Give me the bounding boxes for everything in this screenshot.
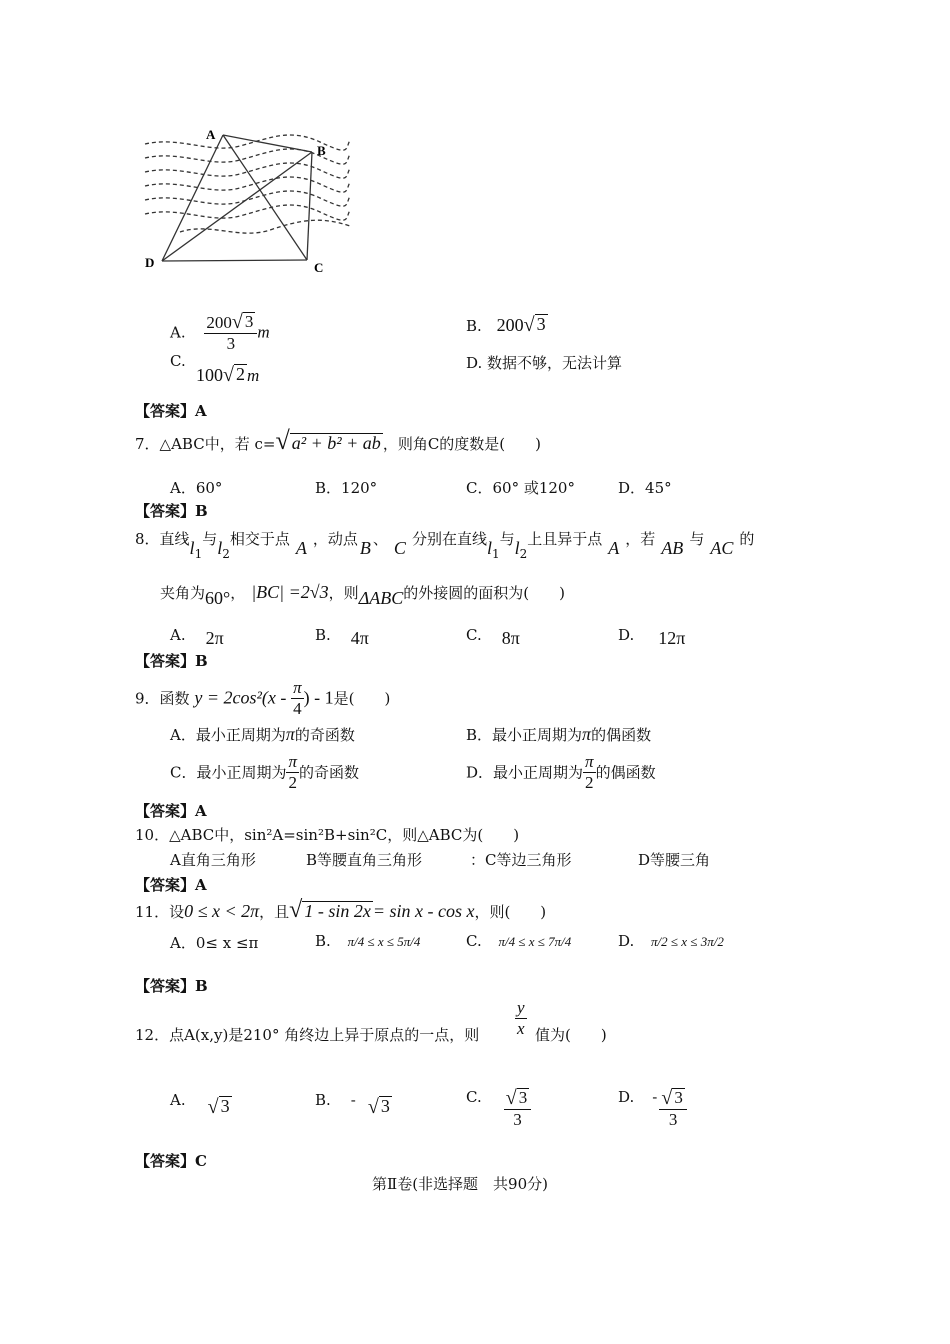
q11-option-a: A．0≤ x ≤π — [170, 934, 259, 952]
q9-stem: 9．函数 y = 2cos²(x - $\frac{\pi}{4}$ ) - 1是( ) — [135, 678, 391, 718]
q8-answer: 【答案】B — [135, 652, 208, 670]
q10-option-c: ：C等边三角形 — [470, 851, 572, 869]
figure-label-b: B — [317, 143, 326, 158]
q12-option-a: A. √ 3 — [170, 1090, 230, 1118]
q9-option-c: C．最小正周期为 $\frac{\pi}{2}$ 的奇函数 — [170, 752, 360, 792]
q12-fraction: $\frac{y}{x}$ — [517, 998, 525, 1038]
q11-option-d: D. π/2 ≤ x ≤ 3π/2 — [618, 932, 724, 950]
q12-stem: 12．点A(x,y)是210° 角终边上异于原点的一点，则 — [135, 1026, 480, 1044]
q10-option-d: D等腰三角 — [638, 851, 711, 869]
q6-option-b: B. 200 √ 3 — [466, 313, 546, 336]
q8-stem-line1: 8．直线$l_1$与$l_2$相交于点 A ，动点 B 、 C 分别在直线$l_1$与$l_2$上且异于点 A ，若 AB 与 AC 的 — [135, 530, 755, 561]
q12-answer: 【答案】C — [135, 1152, 207, 1170]
figure-label-a: A — [206, 127, 216, 142]
q12-suffix: 值为( ) — [535, 1026, 607, 1044]
q6-option-d: D. 数据不够，无法计算 — [466, 354, 623, 372]
q9-option-d: D．最小正周期为 $\frac{\pi}{2}$ 的偶函数 — [466, 752, 656, 792]
q8-option-d: D. 12π — [618, 626, 686, 648]
figure-label-c: C — [314, 260, 324, 275]
q9-option-b: B．最小正周期为π的偶函数 — [466, 724, 652, 744]
q7-option-c: C．60° 或120° — [466, 479, 575, 497]
q10-option-a: A直角三角形 — [170, 851, 256, 869]
q6-answer: 【答案】A — [135, 402, 207, 420]
section-title: 第Ⅱ卷(非选择题 共90分) — [372, 1175, 548, 1193]
q7-option-a: A．60° — [170, 479, 223, 497]
q12-option-b: B. - √ 3 — [315, 1090, 390, 1118]
q9-answer: 【答案】A — [135, 802, 207, 820]
q7-option-b: B．120° — [315, 479, 378, 497]
q12-option-c: C. √ 3 3 — [466, 1088, 531, 1129]
q7-answer: 【答案】B — [135, 502, 208, 520]
q6-option-c: 100 √ 2 m — [196, 363, 260, 386]
q11-option-c: C. π/4 ≤ x ≤ 7π/4 — [466, 932, 572, 950]
q10-option-b: B等腰直角三角形 — [306, 851, 423, 869]
quadrilateral-figure — [140, 122, 355, 277]
q8-option-c: C. 8π — [466, 626, 520, 648]
q9-option-a: A．最小正周期为π的奇函数 — [170, 724, 355, 744]
q11-answer: 【答案】B — [135, 977, 208, 995]
q10-stem: 10．△ABC中，sin²A=sin²B+sin²C，则△ABC为( ) — [135, 826, 520, 844]
q11-option-b: B. π/4 ≤ x ≤ 5π/4 — [315, 932, 421, 950]
q10-answer: 【答案】A — [135, 876, 207, 894]
q7-stem: 7．△ABC中，若 c= √ a² + b² + ab ，则角C的度数是( ) — [135, 426, 541, 455]
figure-label-d: D — [145, 255, 155, 270]
q11-stem: 11．设0 ≤ x < 2π，且 √ 1 - sin 2x = sin x - cos x，则( ) — [135, 897, 547, 923]
q6-option-a: A. 200 √ 3 3 m — [170, 311, 270, 353]
q8-stem-line2: 夹角为60°， |BC| =2√3，则ΔABC的外接圆的面积为( ) — [160, 582, 565, 608]
q7-option-d: D．45° — [618, 479, 672, 497]
q8-option-a: A. 2π — [170, 626, 224, 648]
q8-option-b: B. 4π — [315, 626, 369, 648]
q6-option-c-label: C. — [170, 352, 186, 370]
q12-option-d: D. - √ 3 3 — [618, 1088, 687, 1129]
